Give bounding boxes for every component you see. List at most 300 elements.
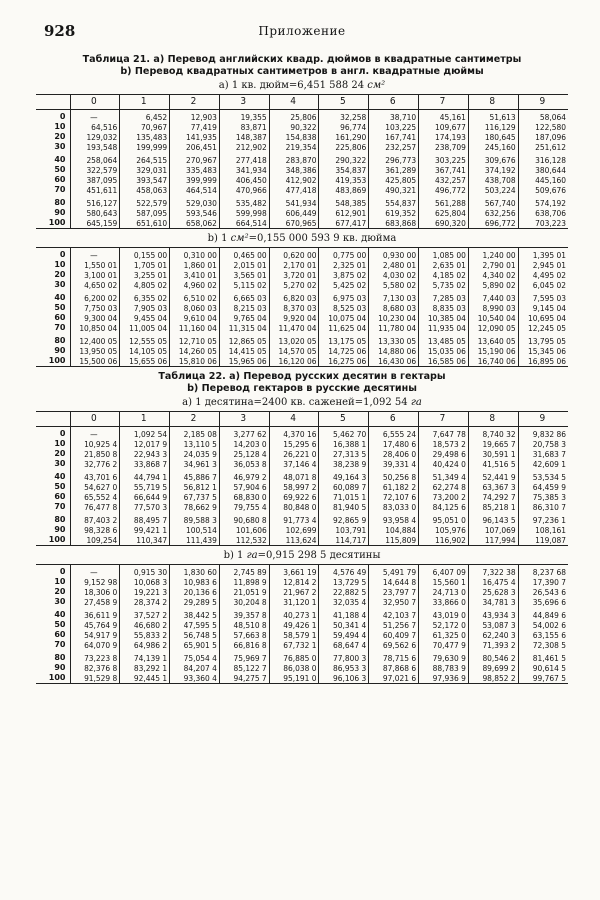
row-label: 60 xyxy=(54,630,66,639)
table-cell: 69,922 6 xyxy=(269,492,319,502)
table-cell: 92,865 9 xyxy=(319,512,369,525)
table-row xyxy=(36,110,568,123)
table-cell: 115,809 xyxy=(369,535,419,546)
column-header: 3 xyxy=(219,412,269,427)
table-cell: 113,624 xyxy=(269,535,319,546)
table-cell: 8,060 03 xyxy=(170,303,220,313)
page-number: 928 xyxy=(44,22,76,40)
table-cell: 283,870 xyxy=(269,152,319,165)
table-cell: 15,560 1 xyxy=(419,577,469,587)
table-cell: 4,960 02 xyxy=(170,280,220,290)
table-cell: 71,393 2 xyxy=(468,640,518,650)
table-cell: 374,192 xyxy=(468,165,518,175)
row-label: 40 xyxy=(54,472,66,481)
table-cell: 316,128 xyxy=(518,152,568,165)
table-cell: 8,680 03 xyxy=(369,303,419,313)
table-cell: 2,790 01 xyxy=(468,260,518,270)
table-cell: 496,772 xyxy=(419,185,469,195)
table-cell: 2,325 01 xyxy=(319,260,369,270)
table-cell: 73,200 2 xyxy=(419,492,469,502)
table-cell: 16,475 4 xyxy=(468,577,518,587)
table-cell: 264,515 xyxy=(120,152,170,165)
table-cell: 42,609 1 xyxy=(518,459,568,469)
table-cell: 62,240 3 xyxy=(468,630,518,640)
table-cell: 522,579 xyxy=(120,195,170,208)
table-cell: 238,709 xyxy=(419,142,469,152)
table-cell: 13,175 05 xyxy=(319,333,369,346)
column-header: 7 xyxy=(419,412,469,427)
table-cell: 40,424 0 xyxy=(419,459,469,469)
table-row xyxy=(36,630,568,640)
table-cell: 57,663 8 xyxy=(219,630,269,640)
table-cell: 690,320 xyxy=(419,218,469,229)
table-cell: 30,591 1 xyxy=(468,449,518,459)
row-label: 80 xyxy=(54,515,66,524)
table-cell: 187,096 xyxy=(518,132,568,142)
table-row xyxy=(36,607,568,620)
table-cell: 50,341 4 xyxy=(319,620,369,630)
table-cell: 86,038 0 xyxy=(269,663,319,673)
table-cell: 74,139 1 xyxy=(120,650,170,663)
table-cell: 399,999 xyxy=(170,175,220,185)
table-cell: 95,191 0 xyxy=(269,673,319,684)
column-header: 9 xyxy=(518,412,568,427)
table-cell: 73,223 8 xyxy=(70,650,120,663)
table-cell: 90,614 5 xyxy=(518,663,568,673)
row-label: 70 xyxy=(54,185,66,194)
table-cell: 13,729 5 xyxy=(319,577,369,587)
table-cell: 54,917 9 xyxy=(70,630,120,640)
table-row xyxy=(36,525,568,535)
table-cell: 54,627 0 xyxy=(70,482,120,492)
column-header: 8 xyxy=(468,95,518,110)
table-cell: 303,225 xyxy=(419,152,469,165)
table-cell: 0,930 00 xyxy=(369,248,419,261)
row-label: 10 xyxy=(54,122,66,131)
table-cell: 11,898 9 xyxy=(219,577,269,587)
table-cell: 477,418 xyxy=(269,185,319,195)
table-cell: 703,223 xyxy=(518,218,568,229)
table-cell: 0,465 00 xyxy=(219,248,269,261)
table-cell: 28,374 2 xyxy=(120,597,170,607)
table-cell: 114,717 xyxy=(319,535,369,546)
table-row xyxy=(36,122,568,132)
table-cell: 2,170 01 xyxy=(269,260,319,270)
table21-a-subtitle-text: а) 1 кв. дюйм=6,451 588 24 xyxy=(218,80,368,91)
table-cell: 3,277 62 xyxy=(219,427,269,440)
table-cell: 58,997 2 xyxy=(269,482,319,492)
table-cell: 103,791 xyxy=(319,525,369,535)
table-row xyxy=(36,502,568,512)
table-row xyxy=(36,333,568,346)
table-cell: 3,720 01 xyxy=(269,270,319,280)
table-row xyxy=(36,313,568,323)
table-cell: 683,868 xyxy=(369,218,419,229)
table-cell: 451,611 xyxy=(70,185,120,195)
table-cell: 29,498 6 xyxy=(419,449,469,459)
row-label: 10 xyxy=(54,577,66,586)
table-row xyxy=(36,535,568,546)
table-cell: 7,322 38 xyxy=(468,565,518,578)
table-row xyxy=(36,165,568,175)
table-cell: 13,110 5 xyxy=(170,439,220,449)
table-cell: 541,934 xyxy=(269,195,319,208)
column-header: 7 xyxy=(419,95,469,110)
table22-b-subtitle-post: =0,915 298 5 десятины xyxy=(257,550,381,561)
table-cell: 97,021 6 xyxy=(369,673,419,684)
table-cell: 509,676 xyxy=(518,185,568,195)
table-cell: 41,516 5 xyxy=(468,459,518,469)
table22-a-subtitle-unit: га xyxy=(410,397,422,408)
table-cell: 99,421 1 xyxy=(120,525,170,535)
table-cell: 9,832 86 xyxy=(518,427,568,440)
table-cell: 90,322 xyxy=(269,122,319,132)
table-cell: 6,975 03 xyxy=(319,290,369,303)
table-cell: 56,812 1 xyxy=(170,482,220,492)
table-cell: 0,775 00 xyxy=(319,248,369,261)
table-cell: 18,306 0 xyxy=(70,587,120,597)
table-cell: 9,145 04 xyxy=(518,303,568,313)
table-cell: 4,805 02 xyxy=(120,280,170,290)
table-cell: 101,606 xyxy=(219,525,269,535)
table-cell: 75,385 3 xyxy=(518,492,568,502)
table-cell: 290,322 xyxy=(319,152,369,165)
row-label: 20 xyxy=(54,587,66,596)
row-label: 100 xyxy=(48,535,66,544)
table-cell: 72,107 6 xyxy=(369,492,419,502)
row-label: 20 xyxy=(54,132,66,141)
table-cell: 19,355 xyxy=(219,110,269,123)
table-cell: 44,794 1 xyxy=(120,469,170,482)
table-cell: 97,936 9 xyxy=(419,673,469,684)
table-cell: 56,748 5 xyxy=(170,630,220,640)
column-header: 2 xyxy=(170,412,220,427)
table-cell: 116,129 xyxy=(468,122,518,132)
table-cell: 35,696 6 xyxy=(518,597,568,607)
table-cell: 309,676 xyxy=(468,152,518,165)
row-label: 90 xyxy=(54,525,66,534)
row-label: 60 xyxy=(54,175,66,184)
table-cell: 638,706 xyxy=(518,208,568,218)
table-cell: 96,143 5 xyxy=(468,512,518,525)
table-cell: 9,920 04 xyxy=(269,313,319,323)
table-row xyxy=(36,597,568,607)
table-cell: 10,925 4 xyxy=(70,439,120,449)
table21-a-subtitle xyxy=(36,79,568,92)
table-cell: 8,237 68 xyxy=(518,565,568,578)
row-label: 70 xyxy=(54,323,66,332)
row-header-corner xyxy=(36,95,70,110)
table-cell: 14,725 06 xyxy=(319,346,369,356)
column-header: 6 xyxy=(369,412,419,427)
table-cell: 12,245 05 xyxy=(518,323,568,333)
table-cell: 593,546 xyxy=(170,208,220,218)
table-cell: 79,630 9 xyxy=(419,650,469,663)
table-cell: 10,075 04 xyxy=(319,313,369,323)
table-cell: 87,868 6 xyxy=(369,663,419,673)
table-row xyxy=(36,175,568,185)
table-cell: — xyxy=(70,248,120,261)
table-cell: 225,806 xyxy=(319,142,369,152)
column-header: 6 xyxy=(369,95,419,110)
table-cell: 516,127 xyxy=(70,195,120,208)
table-cell: 109,254 xyxy=(70,535,120,546)
table-cell: 16,740 06 xyxy=(468,356,518,367)
table-cell: 15,035 06 xyxy=(419,346,469,356)
table-cell: 21,850 8 xyxy=(70,449,120,459)
table-cell: 1,830 60 xyxy=(170,565,220,578)
table-cell: 21,051 9 xyxy=(219,587,269,597)
table-cell: 117,994 xyxy=(468,535,518,546)
table-cell: 14,105 05 xyxy=(120,346,170,356)
table-cell: 329,031 xyxy=(120,165,170,175)
table-cell: 104,884 xyxy=(369,525,419,535)
table-cell: 10,983 6 xyxy=(170,577,220,587)
table-cell: 25,628 3 xyxy=(468,587,518,597)
row-label: 40 xyxy=(54,610,66,619)
table-cell: 677,417 xyxy=(319,218,369,229)
row-label: 60 xyxy=(54,492,66,501)
table-cell: 76,477 8 xyxy=(70,502,120,512)
table-cell: 32,950 7 xyxy=(369,597,419,607)
table-cell: 25,806 xyxy=(269,110,319,123)
table-cell: 31,120 1 xyxy=(269,597,319,607)
table-cell: 17,480 6 xyxy=(369,439,419,449)
table-row xyxy=(36,248,568,261)
table-cell: 119,087 xyxy=(518,535,568,546)
table-cell: 3,100 01 xyxy=(70,270,120,280)
table-cell: 6,510 02 xyxy=(170,290,220,303)
row-label: 90 xyxy=(54,208,66,217)
table-cell: 31,683 7 xyxy=(518,449,568,459)
row-label: 30 xyxy=(54,597,66,606)
table-cell: 6,407 09 xyxy=(419,565,469,578)
table-cell: 5,425 02 xyxy=(319,280,369,290)
table-cell: 14,415 05 xyxy=(219,346,269,356)
table-row xyxy=(36,195,568,208)
row-label: 90 xyxy=(54,346,66,355)
table-cell: 16,430 06 xyxy=(369,356,419,367)
table-cell: 354,837 xyxy=(319,165,369,175)
table-cell: 16,895 06 xyxy=(518,356,568,367)
table-cell: 64,459 9 xyxy=(518,482,568,492)
table-cell: 89,588 3 xyxy=(170,512,220,525)
table-cell: 322,579 xyxy=(70,165,120,175)
table-row xyxy=(36,492,568,502)
row-header-corner xyxy=(36,412,70,427)
table-cell: 58,064 xyxy=(518,110,568,123)
table-row xyxy=(36,439,568,449)
table-cell: 91,529 8 xyxy=(70,673,120,684)
table-cell: 11,315 04 xyxy=(219,323,269,333)
table-cell: 258,064 xyxy=(70,152,120,165)
table-cell: 5,890 02 xyxy=(468,280,518,290)
table-cell: 2,635 01 xyxy=(419,260,469,270)
table-cell: 141,935 xyxy=(170,132,220,142)
table-cell: 651,610 xyxy=(120,218,170,229)
table-cell: 483,869 xyxy=(319,185,369,195)
table-cell: 2,745 89 xyxy=(219,565,269,578)
column-header: 8 xyxy=(468,412,518,427)
table-row xyxy=(36,218,568,229)
table-cell: 87,403 2 xyxy=(70,512,120,525)
column-header: 0 xyxy=(70,95,120,110)
table-cell: 148,387 xyxy=(219,132,269,142)
table-cell: 85,218 1 xyxy=(468,502,518,512)
table-cell: 49,426 1 xyxy=(269,620,319,630)
table-cell: 7,750 03 xyxy=(70,303,120,313)
table-cell: 5,580 02 xyxy=(369,280,419,290)
table-cell: 1,550 01 xyxy=(70,260,120,270)
table-cell: 16,388 1 xyxy=(319,439,369,449)
table-cell: 438,708 xyxy=(468,175,518,185)
table-cell: 64,986 2 xyxy=(120,640,170,650)
table-row xyxy=(36,449,568,459)
table-cell: 57,904 6 xyxy=(219,482,269,492)
table-cell: 116,902 xyxy=(419,535,469,546)
row-label: 70 xyxy=(54,502,66,511)
table-cell: 245,160 xyxy=(468,142,518,152)
row-label: 10 xyxy=(54,260,66,269)
table-cell: 23,797 7 xyxy=(369,587,419,597)
table-cell: 36,053 8 xyxy=(219,459,269,469)
row-label: 0 xyxy=(59,567,66,576)
running-title: Приложение xyxy=(258,24,346,38)
table-cell: 29,289 5 xyxy=(170,597,220,607)
table-cell: 658,062 xyxy=(170,218,220,229)
table-cell: 7,130 03 xyxy=(369,290,419,303)
table-cell: 60,089 7 xyxy=(319,482,369,492)
table-cell: 98,852 2 xyxy=(468,673,518,684)
table-cell: 34,781 3 xyxy=(468,597,518,607)
table-cell: 670,965 xyxy=(269,218,319,229)
table-cell: 154,838 xyxy=(269,132,319,142)
table-cell: 9,152 98 xyxy=(70,577,120,587)
table-cell: 587,095 xyxy=(120,208,170,218)
table-cell: 68,647 4 xyxy=(319,640,369,650)
table-cell: 2,185 08 xyxy=(170,427,220,440)
table-cell: 10,230 04 xyxy=(369,313,419,323)
table-cell: 406,450 xyxy=(219,175,269,185)
table-cell: 3,255 01 xyxy=(120,270,170,280)
table-cell: 86,953 3 xyxy=(319,663,369,673)
table-cell: 412,902 xyxy=(269,175,319,185)
table-cell: 69,562 6 xyxy=(369,640,419,650)
table-cell: 96,774 xyxy=(319,122,369,132)
table-cell: 10,068 3 xyxy=(120,577,170,587)
table-cell: 100,514 xyxy=(170,525,220,535)
table21-title-line2: b) Перевод квадратных сантиметров в англ. квадратные дюймы xyxy=(120,66,484,77)
table22-title-line2: b) Перевод гектаров в русские десятины xyxy=(187,383,417,394)
table-cell: 38,710 xyxy=(369,110,419,123)
table-cell: 86,310 7 xyxy=(518,502,568,512)
table-cell: 12,865 05 xyxy=(219,333,269,346)
table-cell: 96,106 3 xyxy=(319,673,369,684)
row-label: 20 xyxy=(54,449,66,458)
table-cell: 62,274 8 xyxy=(419,482,469,492)
table-cell: 3,565 01 xyxy=(219,270,269,280)
table-cell: 4,495 02 xyxy=(518,270,568,280)
table-row xyxy=(36,512,568,525)
table22-b-subtitle-pre: b) 1 xyxy=(223,550,247,561)
table-row xyxy=(36,142,568,152)
row-label: 80 xyxy=(54,653,66,662)
table-cell: 10,850 04 xyxy=(70,323,120,333)
table-cell: 65,552 4 xyxy=(70,492,120,502)
table-cell: 70,967 xyxy=(120,122,170,132)
table-row xyxy=(36,663,568,673)
table-cell: 425,805 xyxy=(369,175,419,185)
table-cell: 9,610 04 xyxy=(170,313,220,323)
column-header: 4 xyxy=(269,412,319,427)
table-cell: 380,644 xyxy=(518,165,568,175)
table-cell: 10,540 04 xyxy=(468,313,518,323)
table22-b-subtitle-unit: га xyxy=(246,550,258,561)
table-cell: 0,620 00 xyxy=(269,248,319,261)
table-cell: 53,534 5 xyxy=(518,469,568,482)
row-label: 0 xyxy=(59,250,66,259)
table-cell: 83,871 xyxy=(219,122,269,132)
table-cell: 14,260 05 xyxy=(170,346,220,356)
table-cell: 5,115 02 xyxy=(219,280,269,290)
row-label: 20 xyxy=(54,270,66,279)
table-cell: 61,325 0 xyxy=(419,630,469,640)
table-cell: 43,934 3 xyxy=(468,607,518,620)
table-cell: 9,300 04 xyxy=(70,313,120,323)
table-cell: 81,461 5 xyxy=(518,650,568,663)
table-cell: 61,182 2 xyxy=(369,482,419,492)
table21-b xyxy=(36,247,568,367)
table-cell: 88,495 7 xyxy=(120,512,170,525)
table-cell: 341,934 xyxy=(219,165,269,175)
table-cell: — xyxy=(70,565,120,578)
table-cell: 71,015 1 xyxy=(319,492,369,502)
table-cell: 199,999 xyxy=(120,142,170,152)
table-cell: 43,019 0 xyxy=(419,607,469,620)
table-row xyxy=(36,280,568,290)
table-cell: 11,470 04 xyxy=(269,323,319,333)
table-cell: 67,737 5 xyxy=(170,492,220,502)
table-row xyxy=(36,132,568,142)
table-cell: 13,020 05 xyxy=(269,333,319,346)
table-cell: 15,810 06 xyxy=(170,356,220,367)
table-row xyxy=(36,640,568,650)
table-cell: 18,573 2 xyxy=(419,439,469,449)
table-cell: 59,494 4 xyxy=(319,630,369,640)
table-row xyxy=(36,673,568,684)
table-cell: 94,275 7 xyxy=(219,673,269,684)
table-cell: 1,705 01 xyxy=(120,260,170,270)
table-cell: 75,969 7 xyxy=(219,650,269,663)
table-cell: 25,128 4 xyxy=(219,449,269,459)
table-cell: 3,661 19 xyxy=(269,565,319,578)
table-cell: 34,961 3 xyxy=(170,459,220,469)
table21-a xyxy=(36,94,568,229)
table-row xyxy=(36,208,568,218)
column-header: 5 xyxy=(319,412,369,427)
table-cell: 7,905 03 xyxy=(120,303,170,313)
table-cell: 5,735 02 xyxy=(419,280,469,290)
table-cell: 13,795 05 xyxy=(518,333,568,346)
table-cell: 696,772 xyxy=(468,218,518,229)
table-cell: 561,288 xyxy=(419,195,469,208)
row-label: 100 xyxy=(48,673,66,682)
table-cell: 180,645 xyxy=(468,132,518,142)
table22-title-line1: Таблица 22. а) Перевод русских десятин в гектары xyxy=(158,371,446,382)
table-cell: 11,935 04 xyxy=(419,323,469,333)
table-cell: 11,780 04 xyxy=(369,323,419,333)
table-cell: 664,514 xyxy=(219,218,269,229)
